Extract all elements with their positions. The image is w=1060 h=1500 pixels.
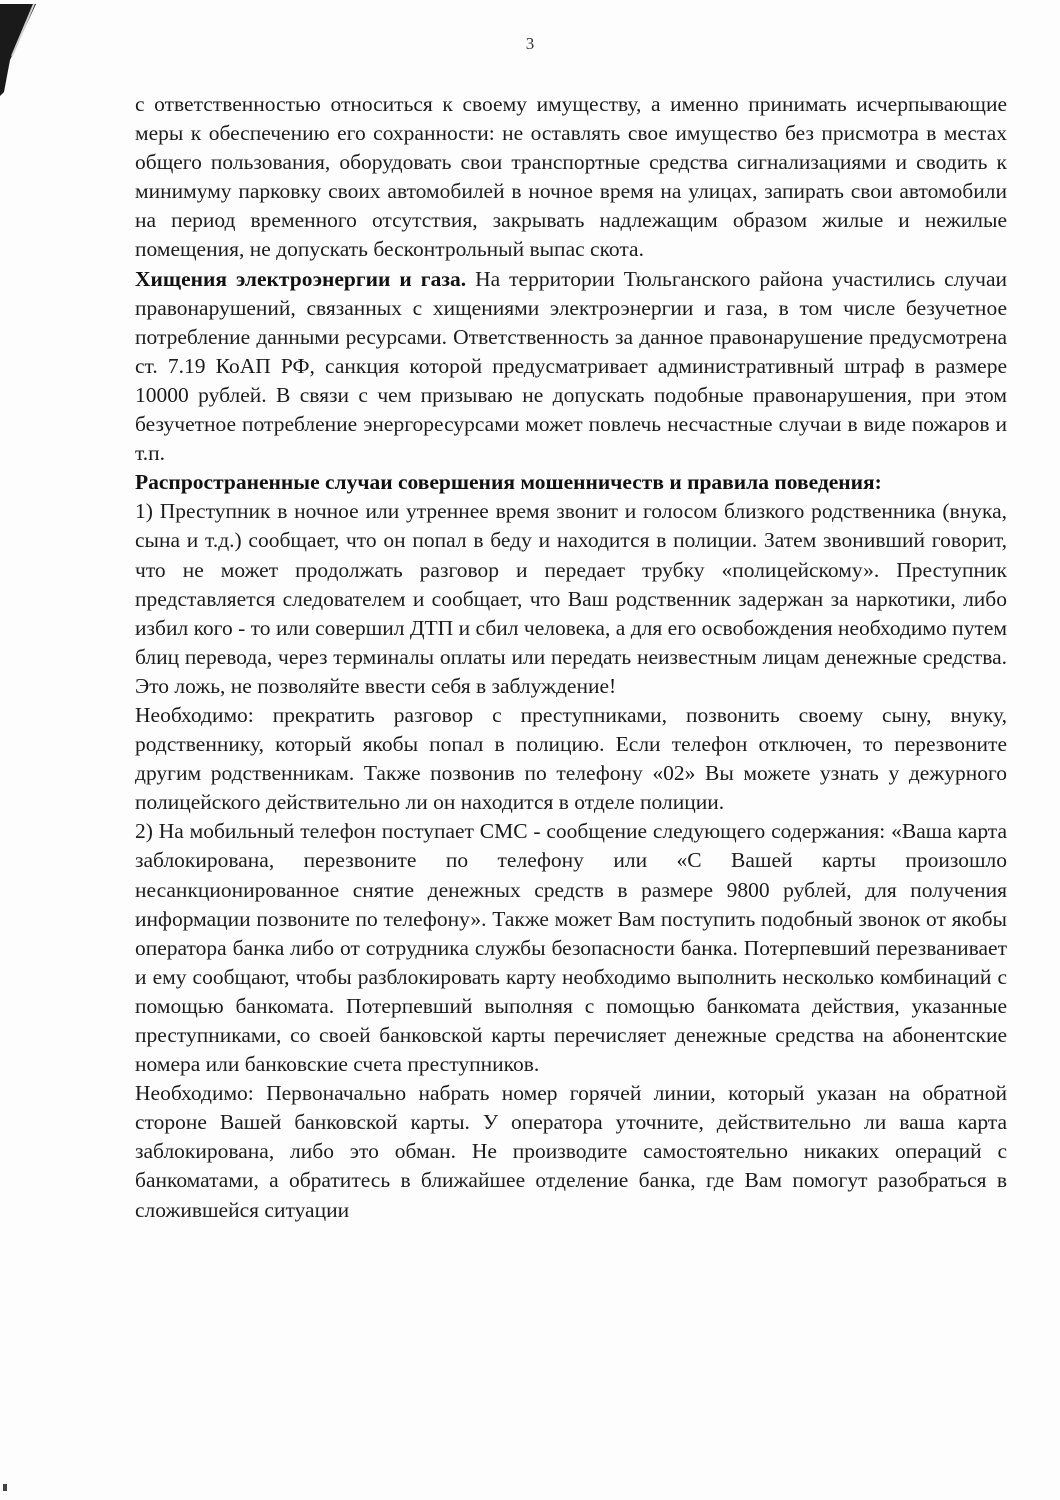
paragraph-text: Необходимо: Первоначально набрать номер горячей линии, который указан на обратной стороне Вашей банковской карты. У оператора уточните, действительно ли ваша карта заблокирована, либо это обман. Не производите самостоятельно никаких операций с банкоматами, а обратитесь в ближайшее отделение банка, где Вам помогут разобраться в сложившейся ситуации [135, 1081, 1007, 1222]
paragraph-advice-1 [135, 701, 1007, 817]
paragraph-heading: Распространенные случаи совершения мошенничеств и правила поведения: [135, 470, 882, 495]
document-body [135, 90, 1007, 1225]
paragraph-text: 1) Преступник в ночное или утреннее время звонит и голосом близкого родственника (внука, сына и т.д.) сообщает, что он попал в беду и находится в полиции. Затем звонивший говорит, что не может продолжать разговор и передает трубку «полицейскому». Преступник представляется следователем и сообщает, что Ваш родственник задержан за наркотики, либо избил кого - то или совершил ДТП и сбил человека, а для его освобождения необходимо путем блиц перевода, через терминалы оплаты или передать неизвестным лицам денежные средства. Это ложь, не позволяйте ввести себя в заблуждение! [135, 499, 1007, 698]
paragraph-heading: Хищения электроэнергии и газа. [135, 266, 467, 291]
paragraph-fraud-case-2 [135, 817, 1007, 1079]
paragraph-text: 2) На мобильный телефон поступает СМС - сообщение следующего содержания: «Ваша карта заблокирована, перезвоните по телефону или «С Вашей карты произошло несанкционированное снятие денежных средств в размере 9800 рублей, для получения информации позвоните по телефону». Также может Вам поступить подобный звонок от якобы оператора банка либо от сотрудника службы безопасности банка. Потерпевший перезванивает и ему сообщают, чтобы разблокировать карту необходимо выполнить несколько комбинаций с помощью банкомата. Потерпевший выполняя с помощью банкомата действия, указанные преступниками, со своей банковской карты перечисляет денежные средства на абонентские номера или банковские счета преступников. [135, 819, 1007, 1077]
paragraph-property-safety [135, 90, 1007, 265]
page-number: 3 [525, 34, 535, 53]
section-heading-fraud [135, 468, 1007, 497]
paragraph-advice-2 [135, 1079, 1007, 1224]
paragraph-text: На территории Тюльганского района участились случаи правонарушений, связанных с хищениями электроэнергии и газа, в том числе безучетное потребление данными ресурсами. Ответственность за данное правонарушение предусмотрена ст. 7.19 КоАП РФ, санкция которой предусматривает административный штраф в размере 10000 рублей. В связи с чем призываю не допускать подобные правонарушения, при этом безучетное потребление энергоресурсами может повлечь несчастные случаи в виде пожаров и т.п. [135, 266, 1008, 466]
paragraph-fraud-case-1 [135, 497, 1007, 701]
scan-artifact [3, 1484, 7, 1491]
paragraph-text: Необходимо: прекратить разговор с преступниками, позвонить своему сыну, внуку, родственнику, который якобы попал в полицию. Если телефон отключен, то перезвоните другим родственникам. Также позвонив по телефону «02» Вы можете узнать у дежурного полицейского действительно ли он находится в отделе полиции. [135, 702, 1007, 815]
scan-edge-mark [0, 0, 60, 110]
paragraph-energy-theft [135, 265, 1007, 469]
paragraph-text: с ответственностью относиться к своему имуществу, а именно принимать исчерпывающие меры к обеспечению его сохранности: не оставлять свое имущество без присмотра в местах общего пользования, оборудовать свои транспортные средства сигнализациями и сводить к минимуму парковку своих автомобилей в ночное время на улицах, запирать свои автомобили на период временного отсутствия, закрывать надлежащим образом жилые и нежилые помещения, не допускать бесконтрольный выпас скота. [135, 92, 1007, 262]
